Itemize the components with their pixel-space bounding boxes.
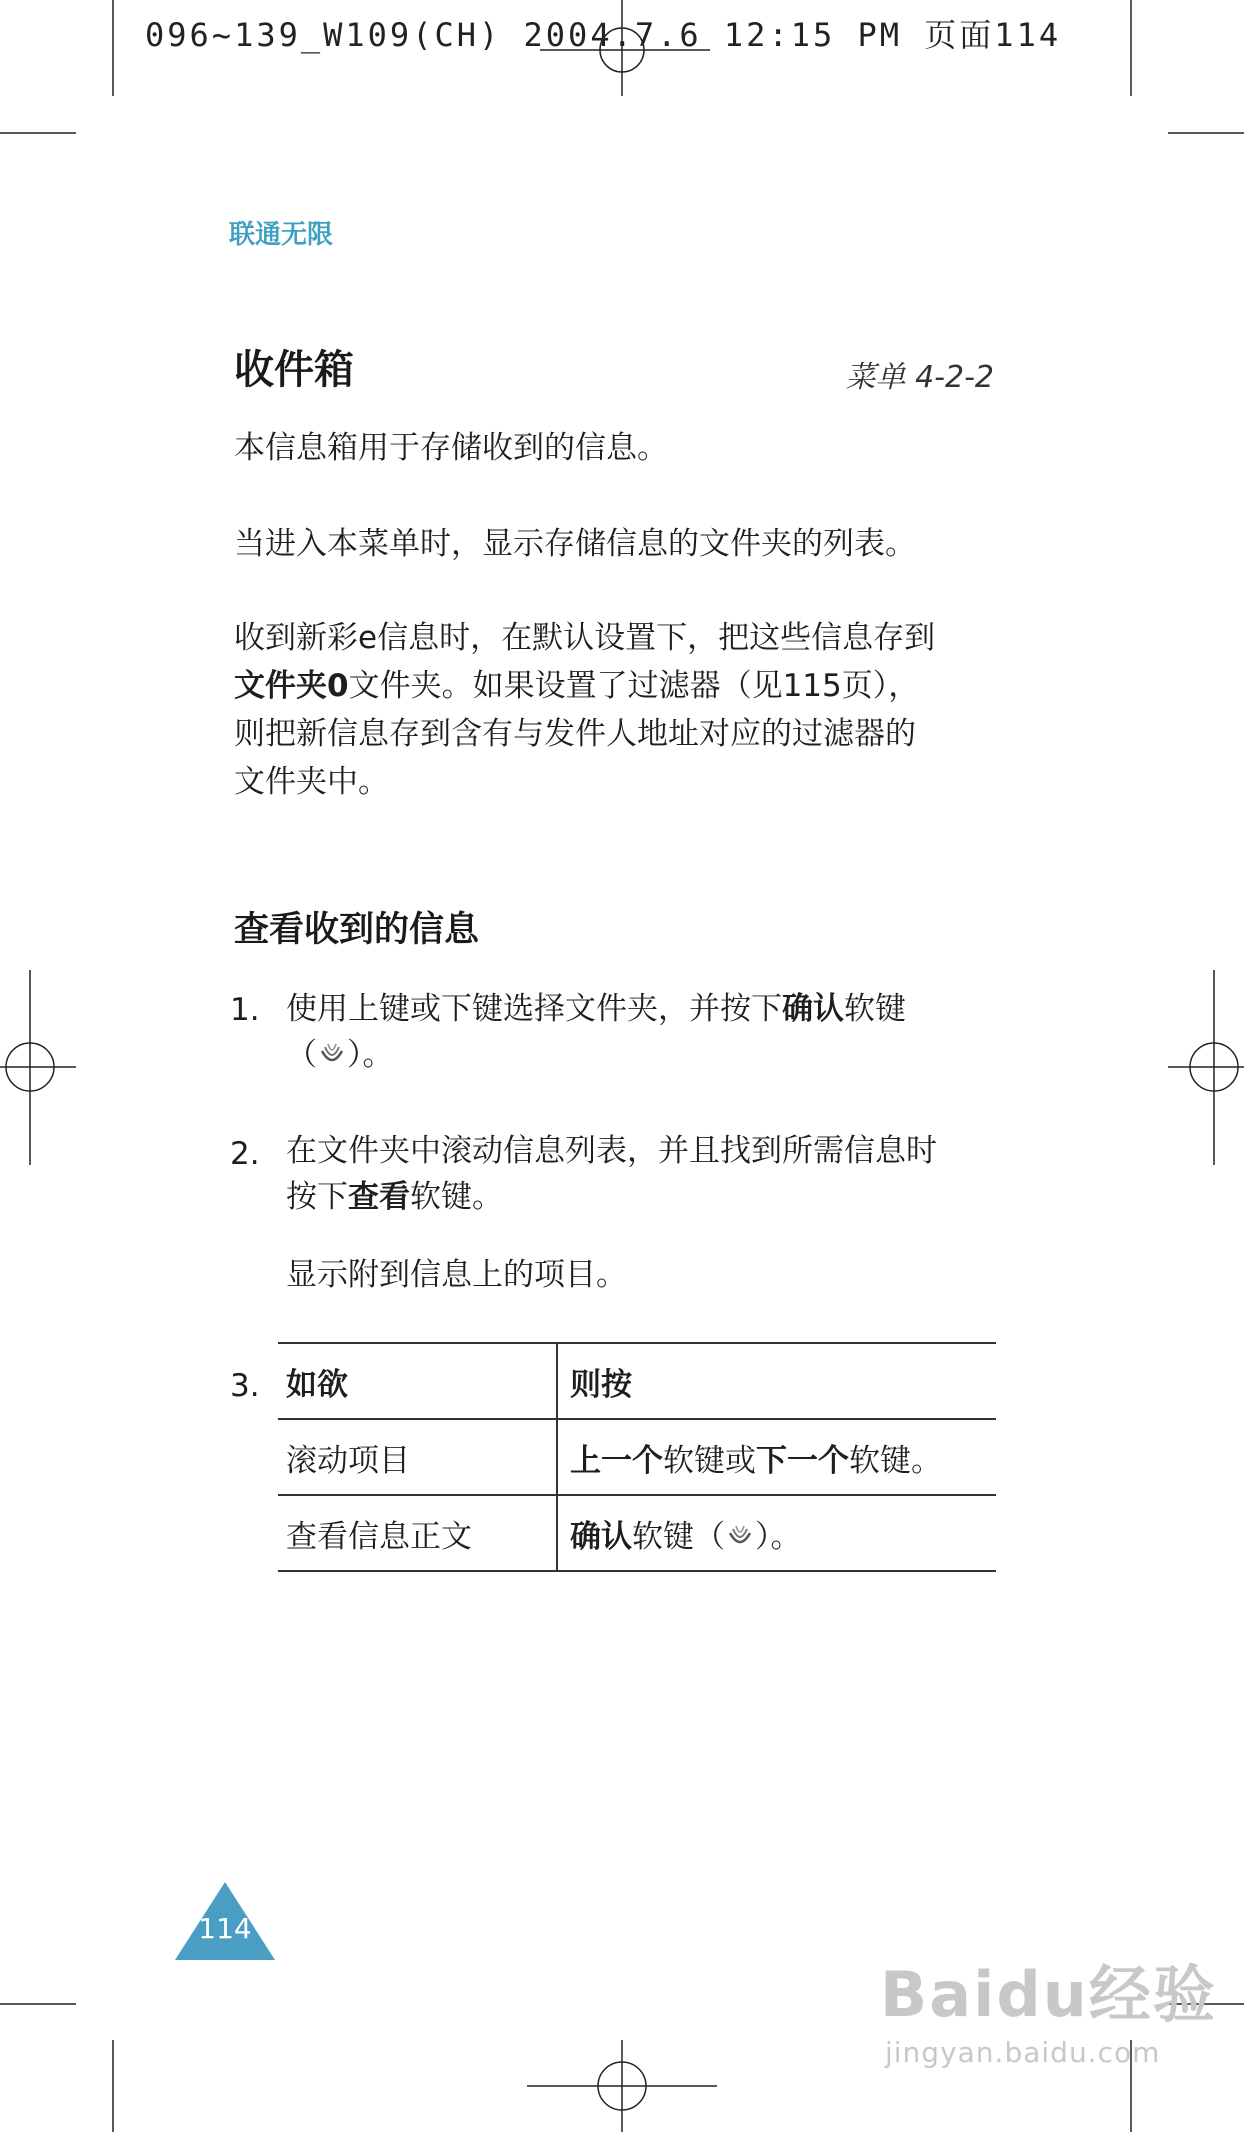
watermark-logo: Baidu经验: [880, 1958, 1217, 2031]
step2-post: 软键。: [410, 1179, 503, 1215]
menu-reference: 菜单 4-2-2: [845, 360, 994, 395]
folder-name: 文件夹0: [234, 668, 349, 704]
page-title: 收件箱: [234, 347, 354, 393]
step1-text: [286, 976, 1006, 1088]
intro-paragraph: 本信息箱用于存储收到的信息。: [234, 430, 668, 466]
print-slug: 096~139_W109(CH) 2004.7.6 12:15 PM 页面114: [145, 16, 1062, 54]
section-subtitle: 查看收到的信息: [234, 910, 480, 950]
table-cell: 滚动项目: [278, 1419, 557, 1495]
row2-text1: 软键（: [632, 1518, 725, 1555]
step2-bold: 查看: [348, 1179, 410, 1215]
step1-pre: 使用上键或下键选择文件夹，并按下: [286, 991, 782, 1027]
step1-paren-close: ）。: [347, 1037, 394, 1073]
ok-softkey-icon: [725, 1521, 755, 1551]
row1-text2: 软键。: [849, 1442, 942, 1479]
options-table: [278, 1342, 996, 1572]
para3-line1: 收到新彩e信息时，在默认设置下，把这些信息存到: [234, 620, 936, 656]
step2-number: 2.: [230, 1136, 260, 1172]
table-header-row: [278, 1343, 996, 1419]
ok-key-label: 确认: [570, 1518, 632, 1555]
prev-key-label: 上一个: [570, 1442, 663, 1479]
section-label: 联通无限: [229, 220, 334, 250]
step2-text: [286, 1118, 1006, 1230]
para3-line4: 文件夹中。: [234, 764, 389, 800]
step3-number: 3.: [230, 1368, 260, 1404]
para3-line2-rest: 文件夹。如果设置了过滤器（见115页），: [348, 668, 920, 704]
para3-line3: 则把新信息存到含有与发件人地址对应的过滤器的: [234, 716, 916, 752]
table-cell: 查看信息正文: [278, 1495, 557, 1571]
row2-text2: ）。: [755, 1518, 802, 1555]
table-header-cell: 如欲: [278, 1343, 557, 1419]
step1-number: 1.: [230, 992, 260, 1028]
step1-line1: [286, 976, 1006, 1042]
step1-bold: 确认: [782, 991, 844, 1027]
inbox-paragraph: [234, 614, 1004, 806]
row1-text1: 软键或: [663, 1442, 756, 1479]
next-key-label: 下一个: [756, 1442, 849, 1479]
para3-line2: [234, 662, 1004, 710]
table-cell: [557, 1419, 996, 1495]
ok-softkey-icon: [317, 1039, 347, 1069]
step1-paren-open: （: [286, 1037, 317, 1073]
watermark-url: jingyan.baidu.com: [885, 2036, 1161, 2069]
step1-post: 软键: [844, 991, 906, 1027]
table-header-cell: 则按: [557, 1343, 996, 1419]
page-number: 114: [198, 1912, 252, 1945]
step2-note: 显示附到信息上的项目。: [286, 1257, 627, 1293]
menu-paragraph: 当进入本菜单时，显示存储信息的文件夹的列表。: [234, 526, 916, 562]
table-cell: [557, 1495, 996, 1571]
table-row: [278, 1419, 996, 1495]
step2-pre: 按下: [286, 1179, 348, 1215]
step2-line1: 在文件夹中滚动信息列表，并且找到所需信息时: [286, 1133, 937, 1169]
table-row: [278, 1495, 996, 1571]
